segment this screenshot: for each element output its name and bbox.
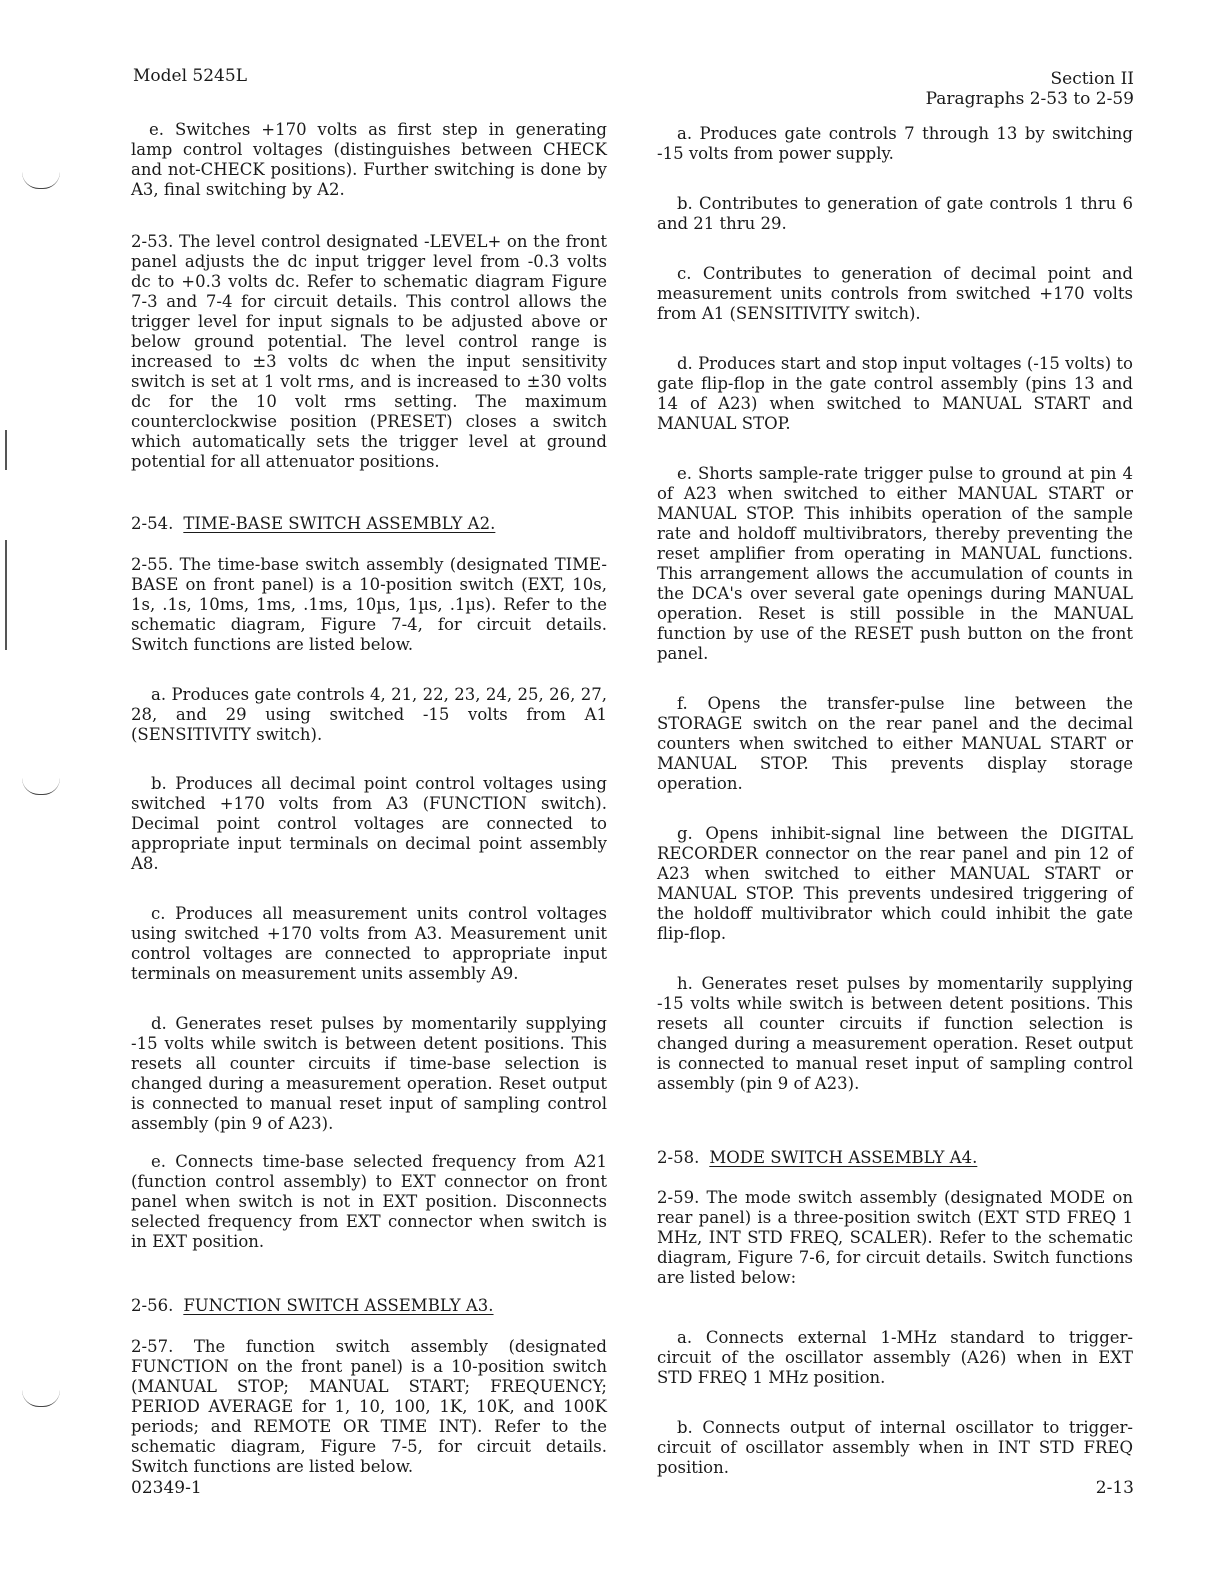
list-item: h. Generates reset pulses by momentarily supplying -15 volts while switch is between detent positions. This resets all counter circuits if function selection is changed during a measurement operation. Reset output is connected to manual reset input of sampling control assembly (pin 9 of A23). bbox=[657, 974, 1133, 1093]
page-number: 2-13 bbox=[1095, 1478, 1134, 1498]
list-item: b. Contributes to generation of gate controls 1 thru 6 and 21 thru 29. bbox=[657, 194, 1133, 233]
heading-title: FUNCTION SWITCH ASSEMBLY A3. bbox=[183, 1296, 494, 1315]
list-item: d. Generates reset pulses by momentarily supplying -15 volts while switch is between detent positions. This resets all counter circuits if time-base selection is changed during a measurement operation. Reset output is connected to manual reset input of sampling control assembly (pin 9 of A23). bbox=[131, 1014, 607, 1133]
list-item: a. Produces gate controls 7 through 13 by switching -15 volts from power supply. bbox=[657, 124, 1133, 163]
heading-2-54 bbox=[131, 514, 607, 534]
binder-mark bbox=[22, 172, 60, 189]
scan-mark bbox=[5, 430, 7, 470]
heading-number: 2-58. bbox=[657, 1148, 700, 1167]
paragraph: e. Switches +170 volts as first step in generating lamp control voltages (distinguishes between CHECK and not-CHECK positions). Further switching is done by A3, final switching by A2. bbox=[131, 120, 607, 199]
list-item: a. Connects external 1-MHz standard to trigger-circuit of the oscillator assembly (A26) when in EXT STD FREQ 1 MHz position. bbox=[657, 1328, 1133, 1387]
list-item: a. Produces gate controls 4, 21, 22, 23, 24, 25, 26, 27, 28, and 29 using switched -15 volts from A1 (SENSITIVITY switch). bbox=[131, 685, 607, 744]
left-column bbox=[131, 120, 607, 1477]
paragraph-2-53: 2-53. The level control designated -LEVEL+ on the front panel adjusts the dc input trigger level from -0.3 volts dc to +0.3 volts dc. Refer to schematic diagram Figure 7-3 and 7-4 for circuit details. This control allows the trigger level for input signals to be adjusted above or below ground potential. The level control range is increased to ±3 volts dc when the input sensitivity switch is set at 1 volt rms, and is increased to ±30 volts dc for the 10 volt rms setting. The maximum counterclockwise position (PRESET) closes a switch which automatically sets the trigger level at ground potential for all attenuator positions. bbox=[131, 232, 607, 471]
list-item: e. Connects time-base selected frequency from A21 (function control assembly) to EXT connector on front panel when switch is not in EXT position. Disconnects selected frequency from EXT connector when switch is in EXT position. bbox=[131, 1152, 607, 1251]
list-item: e. Shorts sample-rate trigger pulse to ground at pin 4 of A23 when switched to either MANUAL START or MANUAL STOP. This inhibits operation of the sample rate and holdoff multivibrators, thereby preventing the reset amplifier from operating in MANUAL functions. This arrangement allows the accumulation of counts in the DCA's over several gate openings during MANUAL operation. Reset is still possible in the MANUAL function by use of the RESET push button on the front panel. bbox=[657, 464, 1133, 663]
paragraphs-range: Paragraphs 2-53 to 2-59 bbox=[925, 89, 1134, 109]
section-label: Section II bbox=[1050, 69, 1134, 89]
heading-title: MODE SWITCH ASSEMBLY A4. bbox=[709, 1148, 978, 1167]
paragraph-2-55: 2-55. The time-base switch assembly (designated TIME-BASE on front panel) is a 10-position switch (EXT, 10s, 1s, .1s, 10ms, 1ms, .1ms, 10µs, 1µs, .1µs). Refer to the schematic diagram, Figure 7-4, for circuit details. Switch functions are listed below. bbox=[131, 555, 607, 654]
document-number: 02349-1 bbox=[131, 1478, 202, 1498]
list-item: c. Contributes to generation of decimal point and measurement units controls from switched +170 volts from A1 (SENSITIVITY switch). bbox=[657, 264, 1133, 323]
heading-number: 2-54. bbox=[131, 514, 174, 533]
scan-mark bbox=[5, 540, 7, 650]
list-item: f. Opens the transfer-pulse line between the STORAGE switch on the rear panel and the decimal counters when switched to either MANUAL START or MANUAL STOP. This prevents display storage operation. bbox=[657, 694, 1133, 793]
list-item: g. Opens inhibit-signal line between the DIGITAL RECORDER connector on the rear panel and pin 12 of A23 when switched to either MANUAL START or MANUAL STOP. This prevents undesired triggering of the holdoff multivibrator which could inhibit the gate flip-flop. bbox=[657, 824, 1133, 943]
list-item: b. Produces all decimal point control voltages using switched +170 volts from A3 (FUNCTION switch). Decimal point control voltages are connected to appropriate input terminals on decimal point assembly A8. bbox=[131, 774, 607, 873]
paragraph-2-59: 2-59. The mode switch assembly (designated MODE on rear panel) is a three-position switch (EXT STD FREQ 1 MHz, INT STD FREQ, SCALER). Refer to the schematic diagram, Figure 7-6, for circuit details. Switch functions are listed below: bbox=[657, 1188, 1133, 1287]
heading-2-58 bbox=[657, 1148, 1133, 1168]
list-item: d. Produces start and stop input voltages (-15 volts) to gate flip-flop in the gate control assembly (pins 13 and 14 of A23) when switched to MANUAL START and MANUAL STOP. bbox=[657, 354, 1133, 433]
list-item: c. Produces all measurement units control voltages using switched +170 volts from A3. Measurement unit control voltages are connected to appropriate input terminals on measurement units assembly A9. bbox=[131, 904, 607, 983]
section-heading bbox=[926, 69, 1134, 109]
right-column bbox=[657, 120, 1133, 1478]
heading-title: TIME-BASE SWITCH ASSEMBLY A2. bbox=[183, 514, 496, 533]
model-label: Model 5245L bbox=[133, 66, 247, 86]
heading-2-56 bbox=[131, 1296, 607, 1316]
heading-number: 2-56. bbox=[131, 1296, 174, 1315]
binder-mark bbox=[22, 778, 60, 795]
binder-mark bbox=[22, 1390, 60, 1407]
paragraph-2-57: 2-57. The function switch assembly (designated FUNCTION on the front panel) is a 10-position switch (MANUAL STOP; MANUAL START; FREQUENCY; PERIOD AVERAGE for 1, 10, 100, 1K, 10K, and 100K periods; and REMOTE OR TIME INT). Refer to the schematic diagram, Figure 7-5, for circuit details. Switch functions are listed below. bbox=[131, 1337, 607, 1476]
list-item: b. Connects output of internal oscillator to trigger-circuit of oscillator assembly when in INT STD FREQ position. bbox=[657, 1418, 1133, 1477]
